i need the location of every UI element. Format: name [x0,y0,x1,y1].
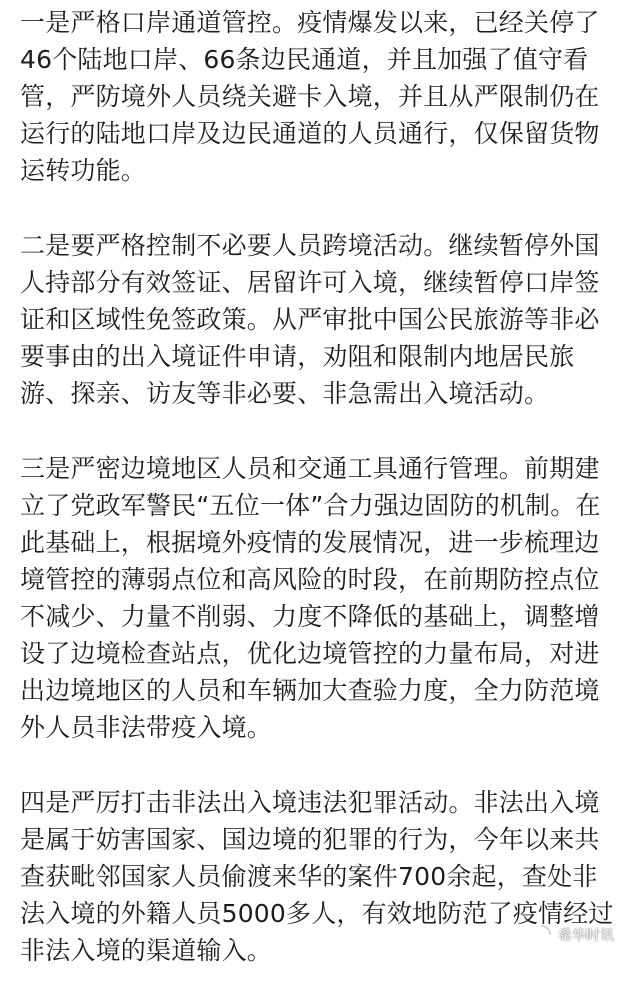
text-line: 是属于妨害国家、国边境的犯罪的行为，今年以来共 [20,825,600,854]
text-line: 查获毗邻国家人员偷渡来华的案件700余起，查处非 [20,862,598,891]
watermark-text: 希华时讯 [558,928,614,944]
text-line: 出边境地区的人员和车辆加大查验力度，全力防范境 [20,676,600,705]
watermark [530,924,614,946]
text-line: 设了边境检查站点，优化边境管控的力量布局，对进 [20,639,600,668]
text-line: 此基础上，根据境外疫情的发展情况，进一步梳理边 [20,528,600,557]
paragraph-3 [20,450,620,746]
text-line: 境管控的薄弱点位和高风险的时段，在前期防控点位 [20,565,600,594]
text-line: 46个陆地口岸、66条边民通道，并且加强了值守看 [20,45,589,74]
text-line: 外人员非法带疫入境。 [20,713,273,742]
text-line: 运转功能。 [20,156,147,185]
text-line: 非法入境的渠道输入。 [20,936,273,965]
text-line: 证和区域性免签政策。从严审批中国公民旅游等非必 [20,305,600,334]
text-line: 游、探亲、访友等非必要、非急需出入境活动。 [20,379,550,408]
text-line: 不减少、力量不削弱、力度不降低的基础上，调整增 [20,602,600,631]
text-line: 立了党政军警民“五位一体”合力强边固防的机制。在 [20,491,601,520]
text-line: 运行的陆地口岸及边民通道的人员通行，仅保留货物 [20,119,600,148]
text-line: 要事由的出入境证件申请，劝阻和限制内地居民旅 [20,342,575,371]
paragraph-1 [20,4,620,189]
text-line: 二是要严格控制不必要人员跨境活动。继续暂停外国 [20,231,600,260]
text-line: 法入境的外籍人员5000多人，有效地防范了疫情经过 [20,899,614,928]
text-line: 人持部分有效签证、居留许可入境，继续暂停口岸签 [20,268,600,297]
text-line: 管，严防境外人员绕关避卡入境，并且从严限制仍在 [20,82,600,111]
text-line: 四是严厉打击非法出入境违法犯罪活动。非法出入境 [20,788,600,817]
wechat-official-account-icon [530,924,552,946]
article-body [20,4,620,1007]
text-line: 三是严密边境地区人员和交通工具通行管理。前期建 [20,454,600,483]
paragraph-2 [20,227,620,412]
text-line: 一是严格口岸通道管控。疫情爆发以来，已经关停了 [20,8,600,37]
